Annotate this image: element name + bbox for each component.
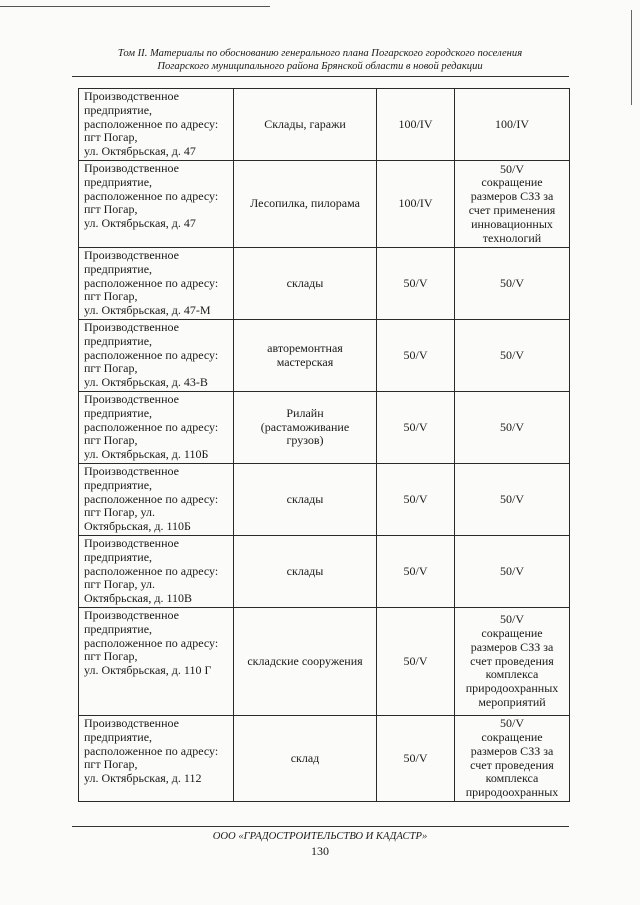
address-cell-line: предприятие, <box>84 333 153 348</box>
address-cell-line: пгт Погар, <box>84 289 138 304</box>
table-row <box>79 536 570 608</box>
szz-cell-line: 100/IV <box>495 116 529 131</box>
address-cell-line: предприятие, <box>84 405 153 420</box>
address-cell-line: пгт Погар, <box>84 433 138 448</box>
szz-cell-line: размеров СЗЗ за <box>470 743 554 758</box>
table-row <box>79 464 570 536</box>
address-cell-line: предприятие, <box>84 102 153 117</box>
address-cell-line: расположенное по адресу: <box>84 419 219 434</box>
enterprise-table <box>78 88 570 802</box>
description-cell <box>234 320 377 392</box>
address-cell-line: расположенное по адресу: <box>84 116 219 131</box>
address-cell-line: пгт Погар, <box>84 757 138 772</box>
description-cell <box>234 392 377 464</box>
address-cell-line: Производственное <box>84 716 179 730</box>
description-cell <box>234 161 377 248</box>
szz-cell-line: мероприятий <box>478 694 546 709</box>
class-cell: 50/V <box>377 464 455 536</box>
szz-cell <box>455 248 570 320</box>
address-cell-line: расположенное по адресу: <box>84 188 219 203</box>
address-cell-line: ул. Октябрьская, д. 47 <box>84 216 196 231</box>
szz-cell <box>455 320 570 392</box>
header-line-1: Том II. Материалы по обоснованию генерального плана Погарского городского поселения <box>117 48 523 59</box>
szz-cell-line: комплекса <box>485 667 539 682</box>
description-cell-line: Склады, гаражи <box>264 116 346 131</box>
address-cell-line: расположенное по адресу: <box>84 635 219 650</box>
szz-cell <box>455 608 570 716</box>
address-cell <box>79 89 234 161</box>
description-cell-line: склад <box>290 750 320 765</box>
table-row <box>79 608 570 716</box>
address-cell-line: Производственное <box>84 608 179 622</box>
address-cell-line: пгт Погар, <box>84 202 138 217</box>
description-cell-line: (растаможивание <box>260 419 350 434</box>
table-body <box>79 89 570 802</box>
description-cell-line: грузов) <box>286 433 324 448</box>
address-cell-line: пгт Погар, <box>84 361 138 376</box>
class-cell: 50/V <box>377 716 455 802</box>
szz-cell-line: природоохранных <box>465 681 559 696</box>
address-cell-line: пгт Погар, ул. <box>84 577 155 592</box>
description-cell-line: склады <box>286 491 324 506</box>
szz-cell-line: размеров СЗЗ за <box>470 189 554 204</box>
address-cell-line: Производственное <box>84 464 179 478</box>
address-cell-line: Октябрьская, д. 110В <box>84 591 193 606</box>
address-cell <box>79 464 234 536</box>
description-cell-line: Рилайн <box>286 405 324 420</box>
szz-cell <box>455 89 570 161</box>
address-cell-line: Производственное <box>84 392 179 406</box>
scan-edge-line-top <box>0 6 270 7</box>
address-cell <box>79 161 234 248</box>
address-cell <box>79 248 234 320</box>
szz-cell <box>455 392 570 464</box>
description-cell <box>234 464 377 536</box>
class-cell: 100/IV <box>377 89 455 161</box>
address-cell-line: расположенное по адресу: <box>84 743 219 758</box>
szz-cell-line: 50/V <box>500 419 524 434</box>
description-cell <box>234 248 377 320</box>
szz-cell-line: природоохранных <box>465 785 559 800</box>
address-cell-line: расположенное по адресу: <box>84 275 219 290</box>
address-cell <box>79 716 234 802</box>
address-cell-line: пгт Погар, <box>84 649 138 664</box>
address-cell-line: расположенное по адресу: <box>84 563 219 578</box>
class-cell: 50/V <box>377 320 455 392</box>
szz-cell-line: счет проведения <box>470 653 554 668</box>
address-cell-line: расположенное по адресу: <box>84 491 219 506</box>
description-cell <box>234 716 377 802</box>
class-cell: 50/V <box>377 536 455 608</box>
class-cell: 50/V <box>377 248 455 320</box>
szz-cell-line: 50/V <box>500 491 524 506</box>
table-row <box>79 89 570 161</box>
szz-cell <box>455 536 570 608</box>
table-row <box>79 716 570 802</box>
class-cell: 50/V <box>377 392 455 464</box>
description-cell-line: авторемонтная <box>267 340 343 355</box>
szz-cell-line: 50/V <box>500 716 524 731</box>
address-cell-line: предприятие, <box>84 477 153 492</box>
page-number: 130 <box>311 844 329 858</box>
address-cell-line: пгт Погар, ул. <box>84 505 155 520</box>
szz-cell-line: 50/V <box>500 347 524 362</box>
address-cell-line: ул. Октябрьская, д. 43-В <box>84 375 208 390</box>
address-cell-line: расположенное по адресу: <box>84 347 219 362</box>
szz-cell-line: 50/V <box>500 612 524 627</box>
footer-rule <box>72 826 569 827</box>
szz-cell-line: счет применения <box>468 203 556 217</box>
address-cell <box>79 392 234 464</box>
header-line-2: Погарского муниципального района Брянской области в новой редакции <box>157 61 483 72</box>
address-cell-line: ул. Октябрьская, д. 47-М <box>84 303 211 318</box>
szz-cell-line: 50/V <box>500 563 524 578</box>
szz-cell <box>455 161 570 248</box>
running-header <box>0 47 640 73</box>
address-cell-line: Производственное <box>84 161 179 175</box>
szz-cell-line: инновационных <box>471 216 553 231</box>
address-cell-line: предприятие, <box>84 729 153 744</box>
header-rule <box>72 76 569 77</box>
szz-cell-line: счет проведения <box>470 757 554 772</box>
table-row <box>79 392 570 464</box>
address-cell-line: Производственное <box>84 320 179 334</box>
address-cell-line: предприятие, <box>84 174 153 189</box>
szz-cell-line: размеров СЗЗ за <box>470 639 554 654</box>
szz-cell-line: 50/V <box>500 275 524 290</box>
table-row <box>79 248 570 320</box>
szz-cell-line: технологий <box>482 230 542 245</box>
description-cell-line: склады <box>286 275 324 290</box>
address-cell-line: предприятие, <box>84 549 153 564</box>
address-cell-line: предприятие, <box>84 621 153 636</box>
szz-cell <box>455 716 570 802</box>
szz-cell-line: комплекса <box>485 771 539 786</box>
description-cell-line: складские сооружения <box>247 653 363 668</box>
table-row <box>79 320 570 392</box>
class-cell: 50/V <box>377 608 455 716</box>
szz-cell-line: сокращение <box>481 626 543 640</box>
footer-company: ООО «ГРАДОСТРОИТЕЛЬСТВО И КАДАСТР» <box>212 831 428 842</box>
address-cell <box>79 320 234 392</box>
szz-cell <box>455 464 570 536</box>
table-row <box>79 161 570 248</box>
address-cell-line: ул. Октябрьская, д. 47 <box>84 144 196 159</box>
szz-cell-line: сокращение <box>481 729 543 744</box>
address-cell-line: Октябрьская, д. 110Б <box>84 519 191 534</box>
address-cell-line: Производственное <box>84 248 179 262</box>
description-cell <box>234 536 377 608</box>
address-cell-line: пгт Погар, <box>84 130 138 145</box>
address-cell-line: предприятие, <box>84 261 153 276</box>
address-cell-line: ул. Октябрьская, д. 110Б <box>84 447 209 462</box>
szz-cell-line: сокращение <box>481 175 543 190</box>
description-cell-line: Лесопилка, пилорама <box>250 196 360 211</box>
address-cell-line: ул. Октябрьская, д. 112 <box>84 771 202 786</box>
description-cell <box>234 608 377 716</box>
description-cell <box>234 89 377 161</box>
description-cell-line: склады <box>286 563 324 578</box>
address-cell-line: ул. Октябрьская, д. 110 Г <box>84 663 212 678</box>
szz-cell-line: 50/V <box>500 161 524 176</box>
address-cell <box>79 608 234 716</box>
address-cell-line: Производственное <box>84 536 179 550</box>
description-cell-line: мастерская <box>276 354 334 369</box>
address-cell <box>79 536 234 608</box>
address-cell-line: Производственное <box>84 89 179 103</box>
class-cell: 100/IV <box>377 161 455 248</box>
